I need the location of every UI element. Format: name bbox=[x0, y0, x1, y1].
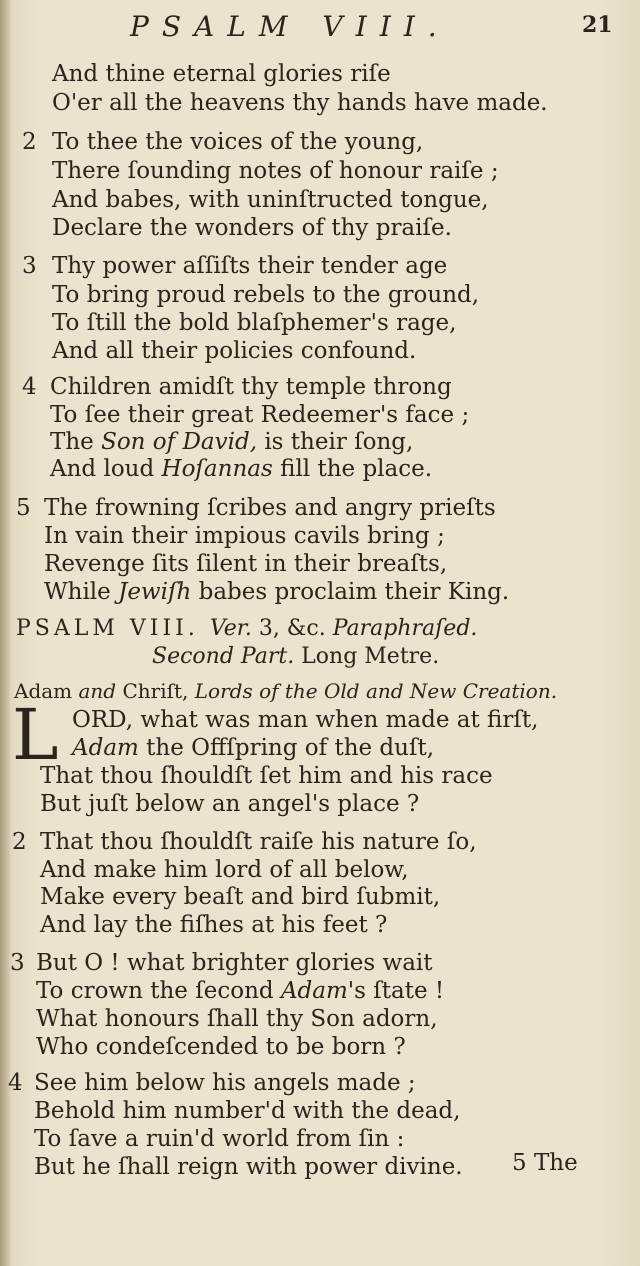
verse-text: And loud bbox=[50, 456, 162, 482]
running-header bbox=[0, 4, 640, 44]
theme-text: Chriſt, bbox=[116, 679, 195, 703]
heading-italic-text: Ver. bbox=[209, 616, 252, 641]
theme-text: Adam bbox=[14, 679, 79, 703]
verse-line: That thou ſhouldſt raiſe his nature ſo, bbox=[40, 829, 477, 855]
verse-line bbox=[36, 977, 444, 1005]
verse-text: 's ſtate ! bbox=[347, 978, 445, 1004]
theme-line bbox=[14, 677, 557, 705]
verse-line: Children amidſt thy temple throng bbox=[50, 374, 452, 400]
verse-text: fill the place. bbox=[272, 456, 433, 482]
stanza-number: 3 bbox=[10, 950, 25, 976]
stanza-number: 3 bbox=[22, 253, 37, 279]
section-heading bbox=[16, 615, 477, 643]
verse-line: O'er all the heavens thy hands have made. bbox=[52, 90, 548, 116]
stanza-number: 4 bbox=[22, 374, 37, 400]
verse-text: is their ſong, bbox=[257, 429, 414, 455]
theme-italic-text: Lords of the Old and New Creation. bbox=[194, 679, 558, 703]
stanza-number: 2 bbox=[12, 829, 27, 855]
verse-italic-text: Son of David, bbox=[101, 429, 258, 455]
verse-line: And thine eternal glories riſe bbox=[52, 61, 391, 87]
running-title: PSALM VIII. bbox=[130, 10, 450, 43]
heading-italic-text: Paraphraſed. bbox=[332, 616, 478, 641]
stanza-number: 4 bbox=[8, 1070, 23, 1096]
verse-line: Thy power aſſiſts their tender age bbox=[52, 253, 448, 279]
verse-italic-text: Hoſannas bbox=[161, 456, 273, 482]
verse-line: And all their policies confound. bbox=[52, 338, 417, 364]
verse-line: What honours ſhall thy Son adorn, bbox=[36, 1006, 438, 1032]
verse-line: Declare the wonders of thy praiſe. bbox=[52, 215, 452, 241]
verse-line: But O ! what brighter glories wait bbox=[36, 950, 433, 976]
verse-line: But juſt below an angel's place ? bbox=[40, 791, 420, 817]
verse-line: And lay the fiſhes at his feet ? bbox=[40, 912, 388, 938]
verse-text: While bbox=[44, 579, 119, 605]
verse-line: To bring proud rebels to the ground, bbox=[52, 282, 480, 308]
verse-line bbox=[50, 428, 413, 456]
stanza-number: 2 bbox=[22, 129, 37, 155]
verse-line: Behold him number'd with the dead, bbox=[34, 1098, 461, 1124]
verse-line: To ſave a ruin'd world from ſin : bbox=[34, 1126, 405, 1152]
verse-line: That thou ſhouldſt ſet him and his race bbox=[40, 763, 493, 789]
verse-line: In vain their impious cavils bring ; bbox=[44, 523, 445, 549]
subheading-text: Long Metre. bbox=[294, 644, 440, 669]
verse-line: But he ſhall reign with power divine. bbox=[34, 1154, 463, 1180]
verse-text: To crown the ſecond bbox=[36, 978, 281, 1004]
section-subheading bbox=[152, 643, 439, 671]
verse-line: Who condeſcended to be born ? bbox=[36, 1034, 406, 1060]
verse-line: See him below his angels made ; bbox=[34, 1070, 416, 1096]
verse-line: There ſounding notes of honour raiſe ; bbox=[52, 158, 499, 184]
stanza-number: 5 bbox=[16, 495, 31, 521]
verse-italic-text: Adam bbox=[280, 978, 348, 1004]
verse-line: And babes, with uninſtructed tongue, bbox=[52, 187, 489, 213]
verse-italic-text: Adam bbox=[72, 735, 139, 761]
verse-line: To ſee their great Redeemer's face ; bbox=[50, 402, 470, 428]
verse-line: The frowning ſcribes and angry prieſts bbox=[44, 495, 496, 521]
subheading-italic-text: Second Part. bbox=[152, 644, 295, 669]
verse-line: To thee the voices of the young, bbox=[52, 129, 424, 155]
verse-line: To ſtill the bold blaſphemer's rage, bbox=[52, 310, 457, 336]
verse-line: Revenge ſits ſilent in their breaſts, bbox=[44, 551, 448, 577]
verse-line: And make him lord of all below, bbox=[40, 857, 409, 883]
page-number: 21 bbox=[582, 12, 613, 38]
verse-italic-text: Jewiſh bbox=[118, 579, 192, 605]
catchword: 5 The bbox=[512, 1150, 578, 1176]
theme-italic-text: and bbox=[78, 679, 117, 703]
verse-text: babes proclaim their King. bbox=[191, 579, 510, 605]
heading-text: PSALM VIII. bbox=[16, 616, 210, 641]
verse-line bbox=[72, 734, 434, 762]
heading-text: 3, &c. bbox=[251, 616, 333, 641]
verse-line bbox=[50, 455, 432, 483]
drop-cap: L bbox=[12, 694, 59, 776]
verse-line bbox=[44, 578, 509, 606]
verse-text: the Offſpring of the duſt, bbox=[138, 735, 435, 761]
verse-text: The bbox=[50, 429, 102, 455]
verse-line: Make every beaſt and bird ſubmit, bbox=[40, 884, 441, 910]
verse-line: ORD, what was man when made at firſt, bbox=[72, 707, 539, 733]
